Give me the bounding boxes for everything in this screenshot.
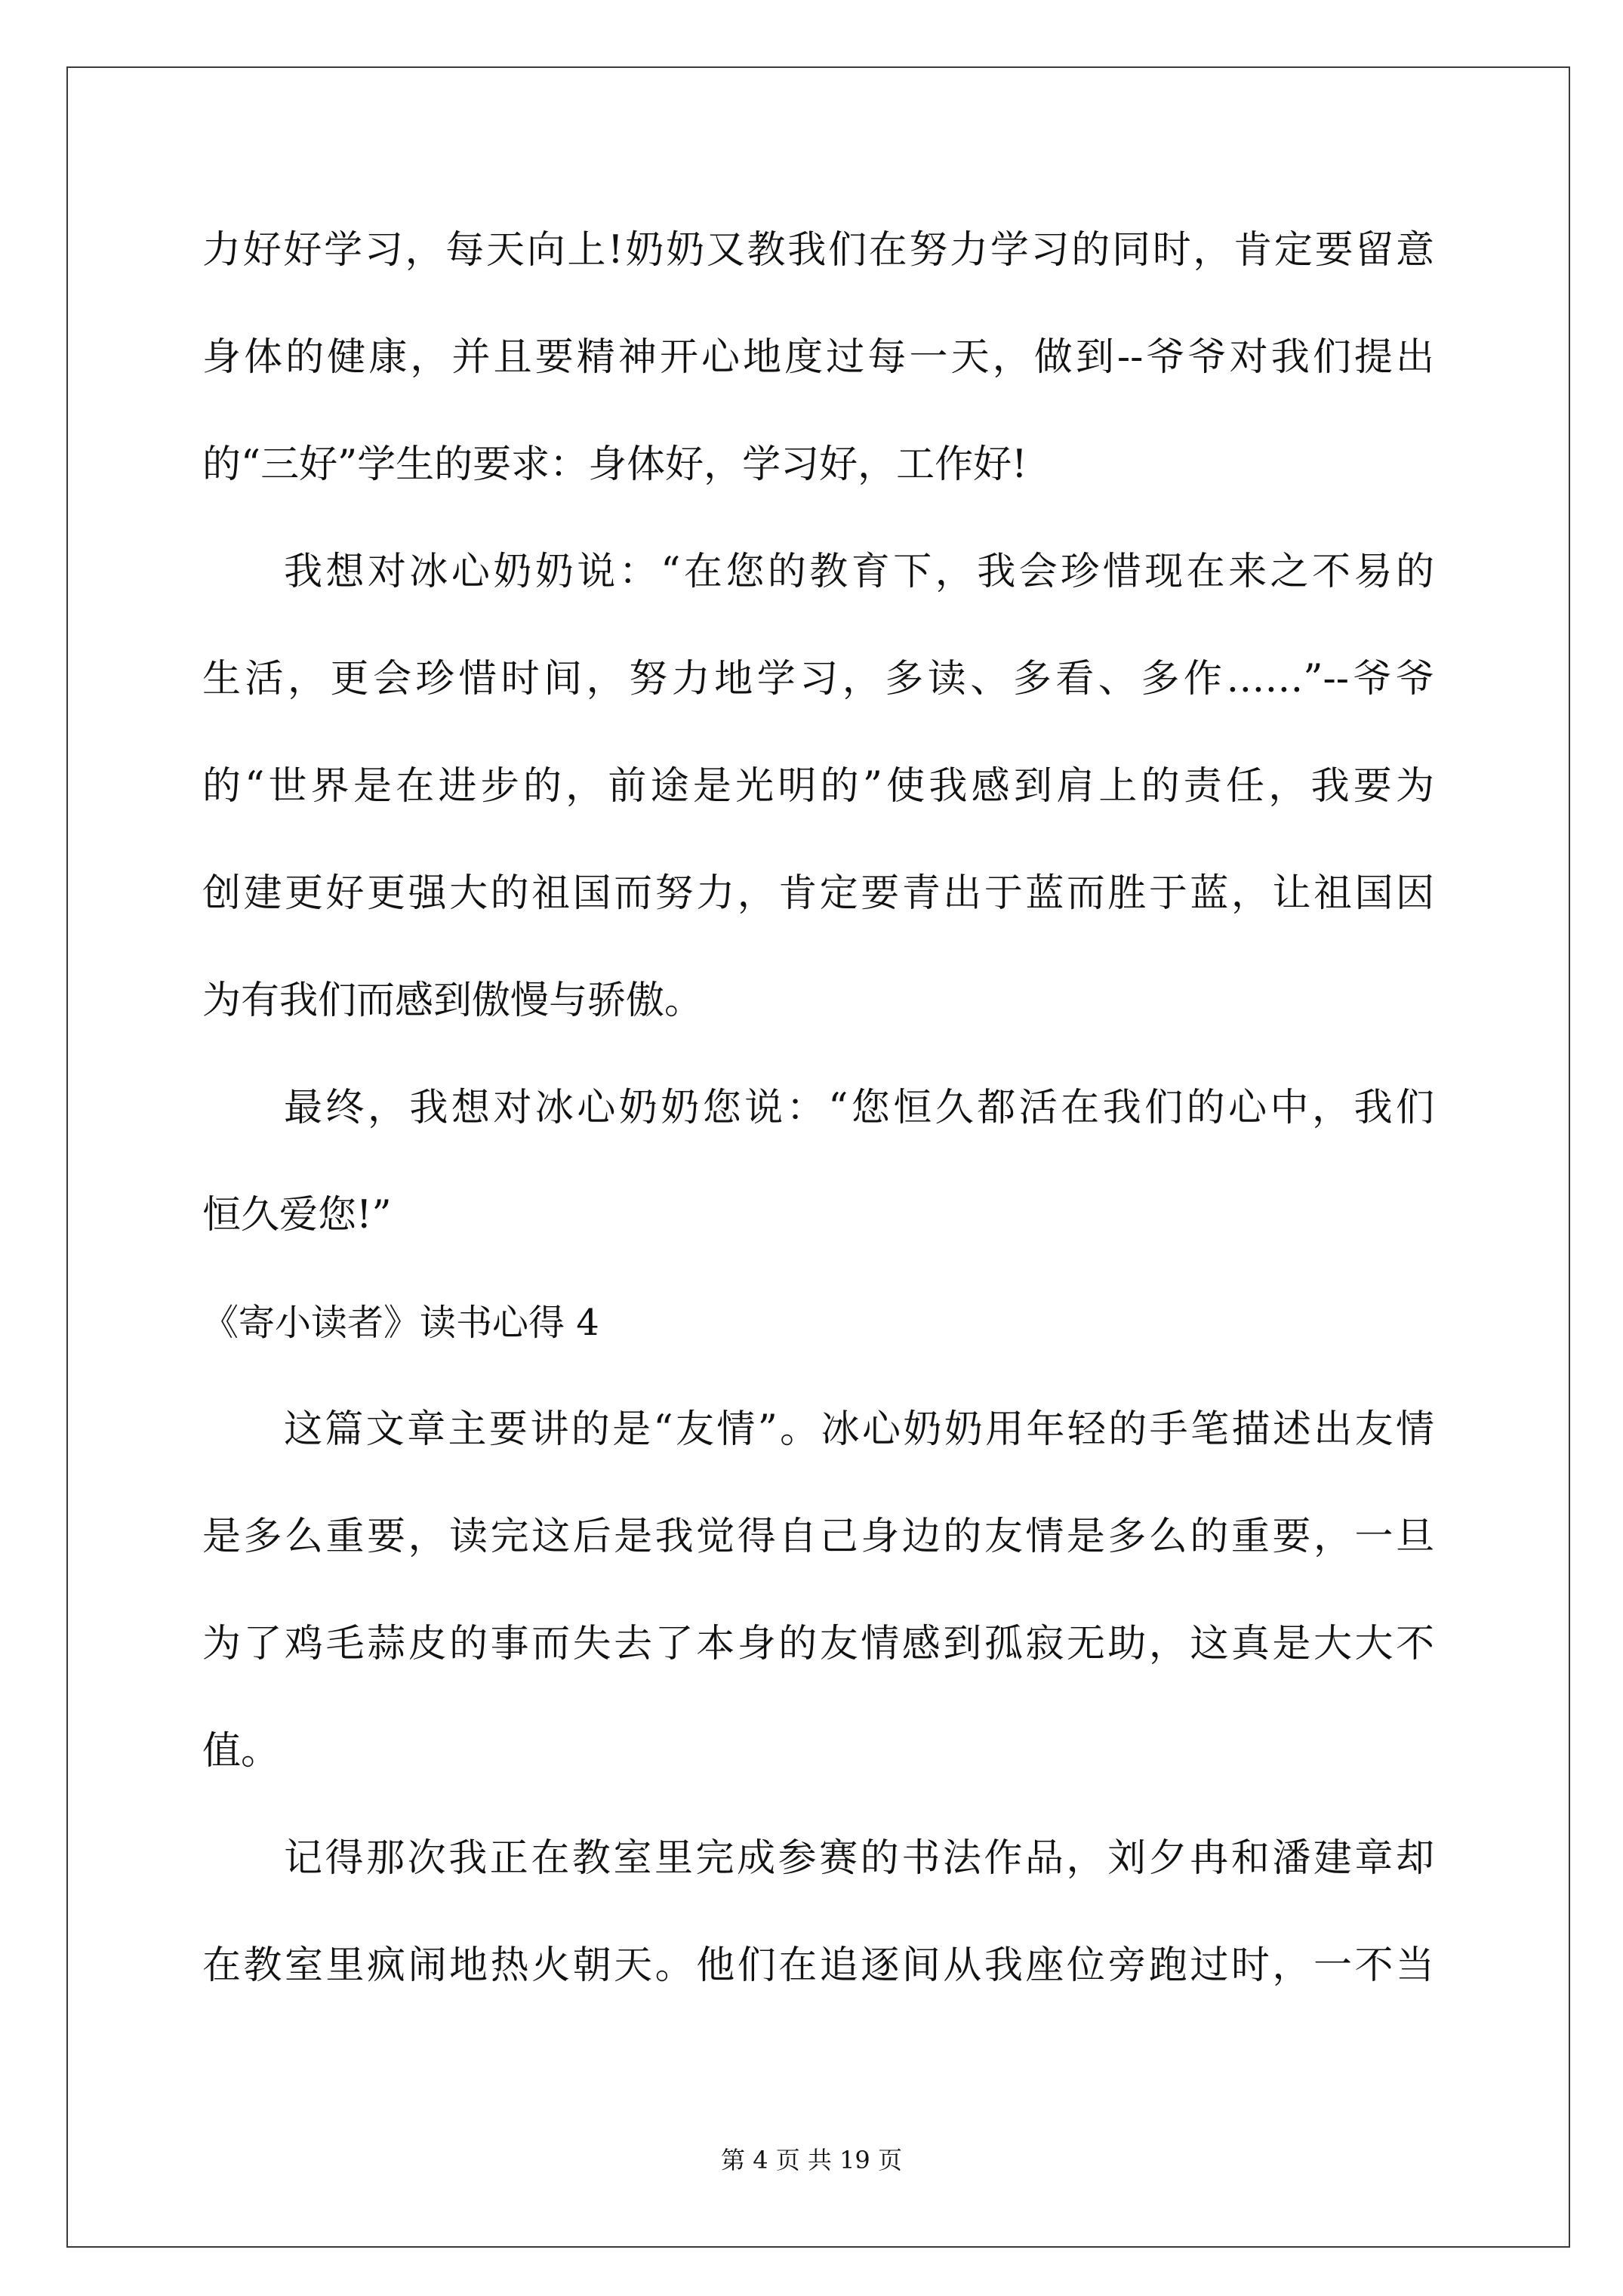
paragraph-line: 生活，更会珍惜时间，努力地学习，多读、多看、多作……”--爷爷 — [202, 657, 1434, 701]
paragraph-line: 力好好学习，每天向上!奶奶又教我们在努力学习的同时，肯定要留意 — [202, 228, 1434, 273]
paragraph-line: 为了鸡毛蒜皮的事而失去了本身的友情感到孤寂无助，这真是大大不 — [202, 1622, 1434, 1666]
paragraph-line: 最终，我想对冰心奶奶您说：“您恒久都活在我们的心中，我们 — [284, 1086, 1434, 1130]
paragraph-line: 记得那次我正在教室里完成参赛的书法作品，刘夕冉和潘建章却 — [284, 1836, 1434, 1881]
page-number-footer: 第 4 页 共 19 页 — [721, 2146, 902, 2174]
paragraph-1 — [202, 197, 1434, 519]
paragraph-line: 为有我们而感到傲慢与骄傲。 — [202, 978, 704, 1023]
paragraph-line: 我想对冰心奶奶说：“在您的教育下，我会珍惜现在来之不易的 — [284, 550, 1434, 594]
paragraph-line: 的“世界是在进步的，前途是光明的”使我感到肩上的责任，我要为 — [202, 764, 1434, 809]
paragraph-5 — [202, 1805, 1434, 2020]
paragraph-line: 恒久爱您!” — [202, 1193, 392, 1237]
paragraph-2 — [202, 519, 1434, 1055]
paragraph-4 — [202, 1376, 1434, 1805]
paragraph-3 — [202, 1055, 1434, 1269]
paragraph-line: 是多么重要，读完这后是我觉得自己身边的友情是多么的重要，一旦 — [202, 1515, 1434, 1559]
paragraph-line: 在教室里疯闹地热火朝天。他们在追逐间从我座位旁跑过时，一不当 — [202, 1943, 1434, 1988]
paragraph-line: 身体的健康，并且要精神开心地度过每一天，做到--爷爷对我们提出 — [202, 335, 1434, 380]
paragraph-line: 创建更好更强大的祖国而努力，肯定要青出于蓝而胜于蓝，让祖国因 — [202, 871, 1434, 916]
paragraph-line: 值。 — [202, 1729, 280, 1774]
document-body — [202, 197, 1434, 2020]
paragraph-line: 的“三好”学生的要求：身体好，学习好，工作好! — [202, 442, 1027, 487]
paragraph-line: 这篇文章主要讲的是“友情”。冰心奶奶用年轻的手笔描述出友情 — [284, 1407, 1434, 1452]
section-heading: 《寄小读者》读书心得 4 — [202, 1302, 599, 1344]
